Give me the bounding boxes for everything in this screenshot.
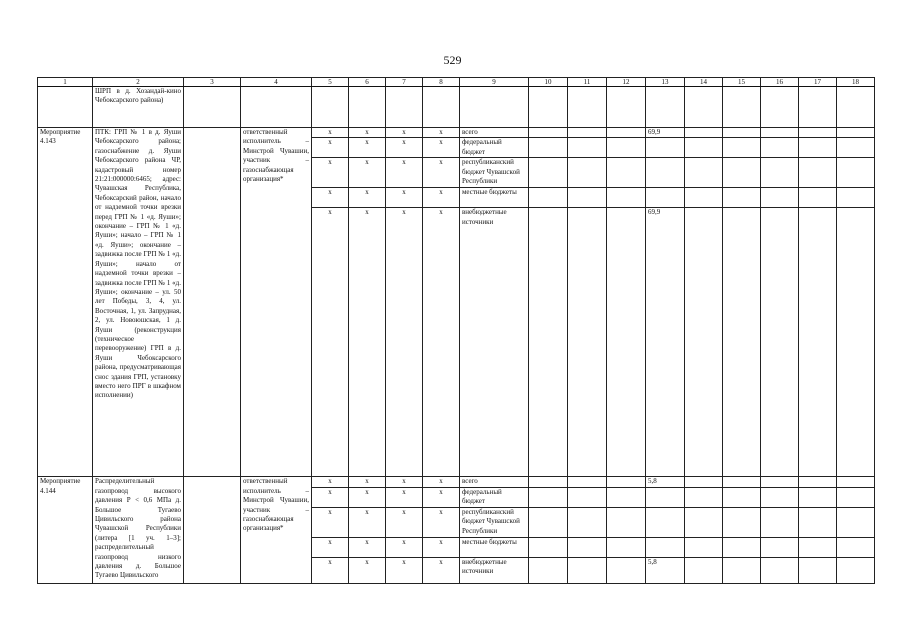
cell-col10 — [529, 557, 568, 583]
cell-col14 — [685, 537, 723, 557]
cell-col8: x — [423, 557, 460, 583]
cell-col6: x — [349, 158, 386, 188]
cell-col16 — [761, 537, 799, 557]
cell-col10 — [529, 487, 568, 507]
empty-cell — [184, 477, 241, 583]
table-row — [38, 128, 875, 138]
cell-col17 — [799, 128, 837, 138]
column-header-14: 14 — [685, 78, 723, 87]
cell-col16 — [761, 487, 799, 507]
cell-col6: x — [349, 128, 386, 138]
cell-col18 — [837, 128, 875, 138]
cell-col17 — [799, 537, 837, 557]
cell-col7: x — [386, 128, 423, 138]
cell-col17 — [799, 138, 837, 158]
measure-4-143 — [38, 128, 875, 477]
cell-col14 — [685, 557, 723, 583]
cell-col7: x — [386, 188, 423, 208]
column-header-12: 12 — [607, 78, 646, 87]
cell-col13 — [646, 138, 685, 158]
column-header-11: 11 — [568, 78, 607, 87]
cell-col14 — [685, 208, 723, 477]
cell-col14 — [685, 507, 723, 537]
column-header-18: 18 — [837, 78, 875, 87]
cell-col11 — [568, 557, 607, 583]
cell-col18 — [837, 158, 875, 188]
cell-col16 — [761, 128, 799, 138]
cell-col11 — [568, 158, 607, 188]
cell-col15 — [723, 487, 761, 507]
cell-col17 — [799, 158, 837, 188]
cell-col17 — [799, 208, 837, 477]
column-header-16: 16 — [761, 78, 799, 87]
cell-col5: x — [312, 477, 349, 487]
cell-col14 — [685, 487, 723, 507]
cell-col16 — [761, 208, 799, 477]
column-header-7: 7 — [386, 78, 423, 87]
cell-col6: x — [349, 138, 386, 158]
continuation-text: ШРП в д. Хозандай-кино Чебоксарского района) — [93, 87, 184, 128]
cell-col8: x — [423, 128, 460, 138]
funding-source: республиканский бюджет Чувашской Республики — [460, 158, 529, 188]
empty-cell — [184, 128, 241, 477]
cell-col16 — [761, 158, 799, 188]
column-header-13: 13 — [646, 78, 685, 87]
cell-col12 — [607, 557, 646, 583]
cell-col10 — [529, 477, 568, 487]
cell-col12 — [607, 208, 646, 477]
table-row-continuation — [38, 87, 875, 128]
cell-col13 — [646, 537, 685, 557]
cell-col11 — [568, 487, 607, 507]
funding-source: местные бюджеты — [460, 188, 529, 208]
measure-description: ПТК: ГРП № 1 в д. Яуши Чебоксарского района; газоснабжение д. Яуши Чебоксарского района ЧР, кадастровый номер 21:21:000000:6465; адрес: Чувашская Республика, Чебоксарский район, начало от надземной точки врезки перед ГРП № 1 «д. Яуши»; окончание – ГРП № 1 «д. Яуши»; начало – ГРП № 1 «д. Яуши»; окончание – задвижка после ГРП № 1 «д. Яуши»; начало от надземной точки врезки – задвижка после ГРП № 1 «д. Яуши»; окончание – ул. 50 лет Победы, 3, 4, ул. Восточная, 1, ул. Запрудная, 2, ул. Новоюшская, 1 д. Яуши (реконструкция (техническое перевооружение) ГРП в д. Яуши Чебоксарского района, предусматривающая снос здания ГРП, установку вместо него ПРГ в шкафном исполнении) — [93, 128, 184, 477]
cell-col18 — [837, 537, 875, 557]
cell-col15 — [723, 507, 761, 537]
funding-source: всего — [460, 477, 529, 487]
measure-description: Распределительный газопровод высокого давления Р < 0,6 МПа д. Большое Тугаево Цивильского района Чувашской Республики (литера [1 уч. 1–3]; распределительный газопровод низкого давления д. Большое Тугаево Цивильского — [93, 477, 184, 583]
column-header-3: 3 — [184, 78, 241, 87]
cell-col14 — [685, 477, 723, 487]
column-header-8: 8 — [423, 78, 460, 87]
funding-source: всего — [460, 128, 529, 138]
cell-col10 — [529, 208, 568, 477]
cell-col10 — [529, 138, 568, 158]
cell-col12 — [607, 507, 646, 537]
cell-col11 — [568, 208, 607, 477]
cell-col13 — [646, 188, 685, 208]
cell-col16 — [761, 477, 799, 487]
cell-col15 — [723, 208, 761, 477]
cell-col15 — [723, 477, 761, 487]
cell-col8: x — [423, 158, 460, 188]
cell-col17 — [799, 557, 837, 583]
cell-col18 — [837, 557, 875, 583]
cell-col13 — [646, 507, 685, 537]
cell-col12 — [607, 138, 646, 158]
table-row — [38, 477, 875, 487]
cell-col7: x — [386, 507, 423, 537]
column-header-4: 4 — [241, 78, 312, 87]
funding-source: республиканский бюджет Чувашской Республики — [460, 507, 529, 537]
cell-col11 — [568, 537, 607, 557]
column-header-15: 15 — [723, 78, 761, 87]
funding-source: федеральный бюджет — [460, 487, 529, 507]
cell-col13: 69,9 — [646, 208, 685, 477]
cell-col7: x — [386, 537, 423, 557]
cell-col16 — [761, 557, 799, 583]
cell-col10 — [529, 537, 568, 557]
column-header-6: 6 — [349, 78, 386, 87]
cell-col14 — [685, 158, 723, 188]
cell-col5: x — [312, 537, 349, 557]
column-header-17: 17 — [799, 78, 837, 87]
cell-col5: x — [312, 487, 349, 507]
cell-col13: 5,8 — [646, 557, 685, 583]
cell-col8: x — [423, 208, 460, 477]
measure-code: Мероприятие 4.143 — [38, 128, 93, 477]
cell-col15 — [723, 188, 761, 208]
cell-col6: x — [349, 477, 386, 487]
cell-col15 — [723, 537, 761, 557]
cell-col14 — [685, 128, 723, 138]
cell-col7: x — [386, 208, 423, 477]
cell-col5: x — [312, 128, 349, 138]
cell-col12 — [607, 128, 646, 138]
cell-col15 — [723, 138, 761, 158]
cell-col6: x — [349, 188, 386, 208]
column-number-header — [38, 78, 875, 87]
cell-col15 — [723, 128, 761, 138]
column-header-5: 5 — [312, 78, 349, 87]
cell-col12 — [607, 158, 646, 188]
cell-col18 — [837, 208, 875, 477]
cell-col6: x — [349, 557, 386, 583]
cell-col8: x — [423, 138, 460, 158]
cell-col12 — [607, 188, 646, 208]
cell-col7: x — [386, 138, 423, 158]
cell-col5: x — [312, 188, 349, 208]
cell-col12 — [607, 537, 646, 557]
measure-4-144 — [38, 477, 875, 583]
cell-col13: 69,9 — [646, 128, 685, 138]
cell-col18 — [837, 138, 875, 158]
page-number: 529 — [443, 53, 462, 67]
cell-col17 — [799, 477, 837, 487]
measure-executor: ответственный исполнитель – Минстрой Чувашии, участник – газоснабжающая организация* — [241, 128, 312, 477]
cell-col8: x — [423, 477, 460, 487]
cell-col10 — [529, 128, 568, 138]
measure-executor: ответственный исполнитель – Минстрой Чувашии, участник – газоснабжающая организация* — [241, 477, 312, 583]
cell-col11 — [568, 128, 607, 138]
cell-col5: x — [312, 557, 349, 583]
cell-col5: x — [312, 507, 349, 537]
cell-col8: x — [423, 487, 460, 507]
cell-col5: x — [312, 138, 349, 158]
cell-col5: x — [312, 208, 349, 477]
cell-col6: x — [349, 487, 386, 507]
cell-col7: x — [386, 487, 423, 507]
cell-col15 — [723, 557, 761, 583]
cell-col6: x — [349, 537, 386, 557]
measure-code: Мероприятие 4.144 — [38, 477, 93, 583]
cell-col12 — [607, 487, 646, 507]
column-header-9: 9 — [460, 78, 529, 87]
cell-col10 — [529, 188, 568, 208]
cell-col11 — [568, 138, 607, 158]
cell-col15 — [723, 158, 761, 188]
cell-col8: x — [423, 188, 460, 208]
cell-col13 — [646, 487, 685, 507]
cell-col13 — [646, 158, 685, 188]
cell-col18 — [837, 487, 875, 507]
cell-col14 — [685, 188, 723, 208]
cell-col11 — [568, 477, 607, 487]
cell-col10 — [529, 158, 568, 188]
column-header-10: 10 — [529, 78, 568, 87]
cell-col7: x — [386, 158, 423, 188]
funding-source: внебюджетные источники — [460, 208, 529, 477]
cell-col16 — [761, 507, 799, 537]
cell-col7: x — [386, 477, 423, 487]
cell-col18 — [837, 477, 875, 487]
funding-source: федеральный бюджет — [460, 138, 529, 158]
cell-col18 — [837, 188, 875, 208]
cell-col16 — [761, 138, 799, 158]
cell-col7: x — [386, 557, 423, 583]
cell-col12 — [607, 477, 646, 487]
cell-col6: x — [349, 507, 386, 537]
cell-col6: x — [349, 208, 386, 477]
cell-col17 — [799, 507, 837, 537]
cell-col16 — [761, 188, 799, 208]
cell-col17 — [799, 188, 837, 208]
cell-col17 — [799, 487, 837, 507]
cell-col5: x — [312, 158, 349, 188]
cell-col18 — [837, 507, 875, 537]
cell-col8: x — [423, 507, 460, 537]
cell-col11 — [568, 188, 607, 208]
program-table — [37, 77, 875, 584]
funding-source: местные бюджеты — [460, 537, 529, 557]
cell-col10 — [529, 507, 568, 537]
cell-col11 — [568, 507, 607, 537]
funding-source: внебюджетные источники — [460, 557, 529, 583]
column-header-2: 2 — [93, 78, 184, 87]
cell-col8: x — [423, 537, 460, 557]
cell-col13: 5,8 — [646, 477, 685, 487]
cell-col14 — [685, 138, 723, 158]
column-header-1: 1 — [38, 78, 93, 87]
